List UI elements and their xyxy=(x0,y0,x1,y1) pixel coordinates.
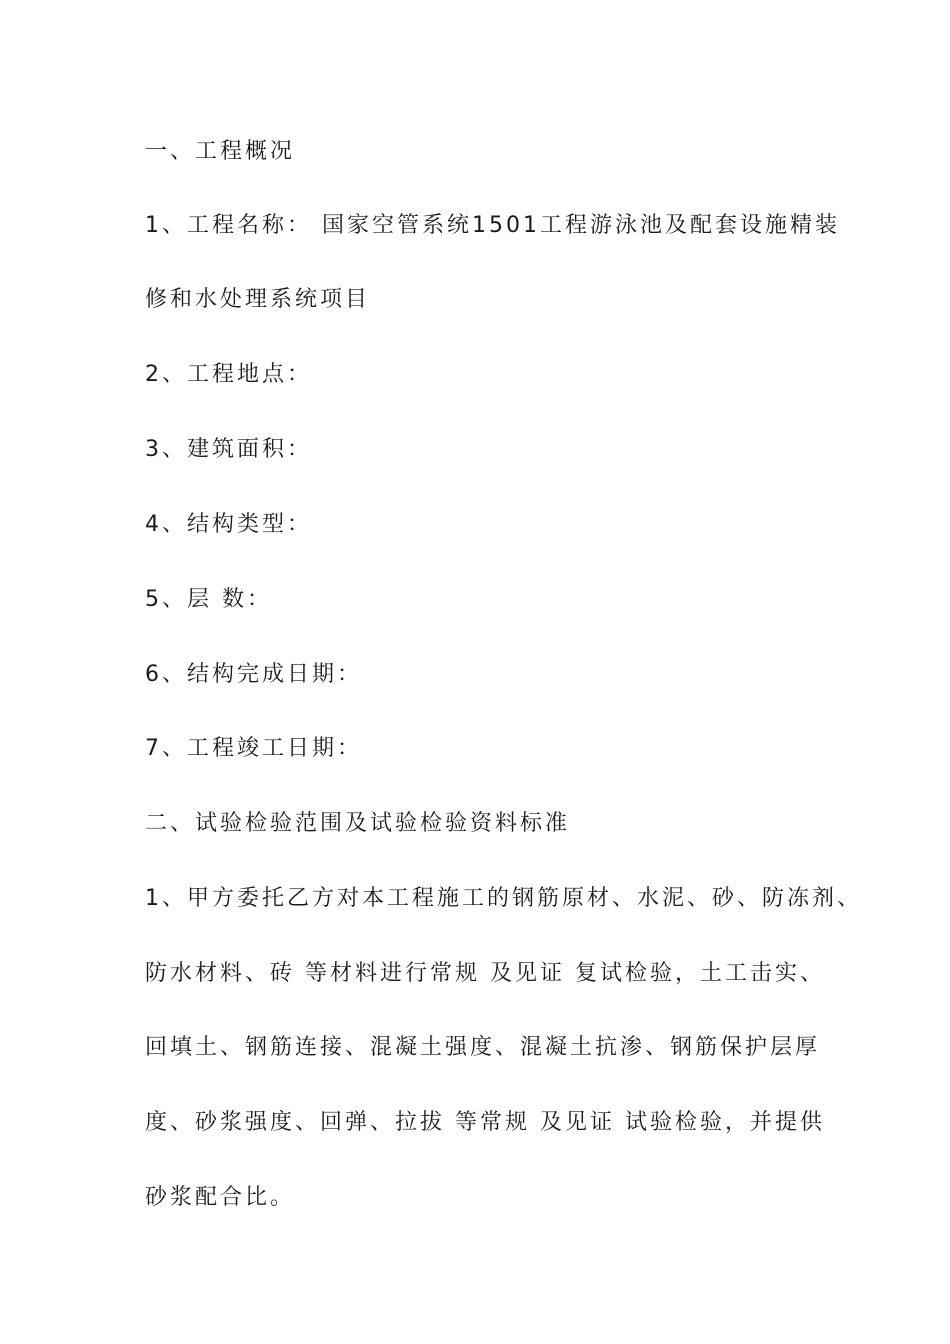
section-heading-testing: 二、试验检验范围及试验检验资料标准 xyxy=(145,811,571,836)
building-area-line: 3、建筑面积： xyxy=(145,437,312,462)
project-location-line: 2、工程地点： xyxy=(145,362,312,387)
testing-paragraph-line-2: 防水材料、砖 等材料进行常规 及见证 复试检验，土工击实、 xyxy=(145,961,825,986)
testing-paragraph-line-5: 砂浆配合比。 xyxy=(145,1185,296,1210)
structure-completion-date-line: 6、结构完成日期： xyxy=(145,662,362,687)
testing-paragraph-line-4: 度、砂浆强度、回弹、拉拔 等常规 及见证 试验检验，并提供 xyxy=(145,1110,825,1135)
completion-date-line: 7、工程竣工日期： xyxy=(145,736,362,761)
testing-paragraph-line-1: 1、甲方委托乙方对本工程施工的钢筋原材、水泥、砂、防冻剂、 xyxy=(145,886,862,911)
testing-paragraph-line-3: 回填土、钢筋连接、混凝土强度、混凝土抗渗、钢筋保护层厚 xyxy=(145,1035,821,1060)
project-name-continuation: 修和水处理系统项目 xyxy=(145,287,371,312)
section-heading-overview: 一、工程概况 xyxy=(145,139,296,164)
floors-line: 5、层 数： xyxy=(145,587,272,612)
project-name-line: 1、工程名称： 国家空管系统1501工程游泳池及配套设施精装 xyxy=(145,213,840,238)
structure-type-line: 4、结构类型： xyxy=(145,512,312,537)
